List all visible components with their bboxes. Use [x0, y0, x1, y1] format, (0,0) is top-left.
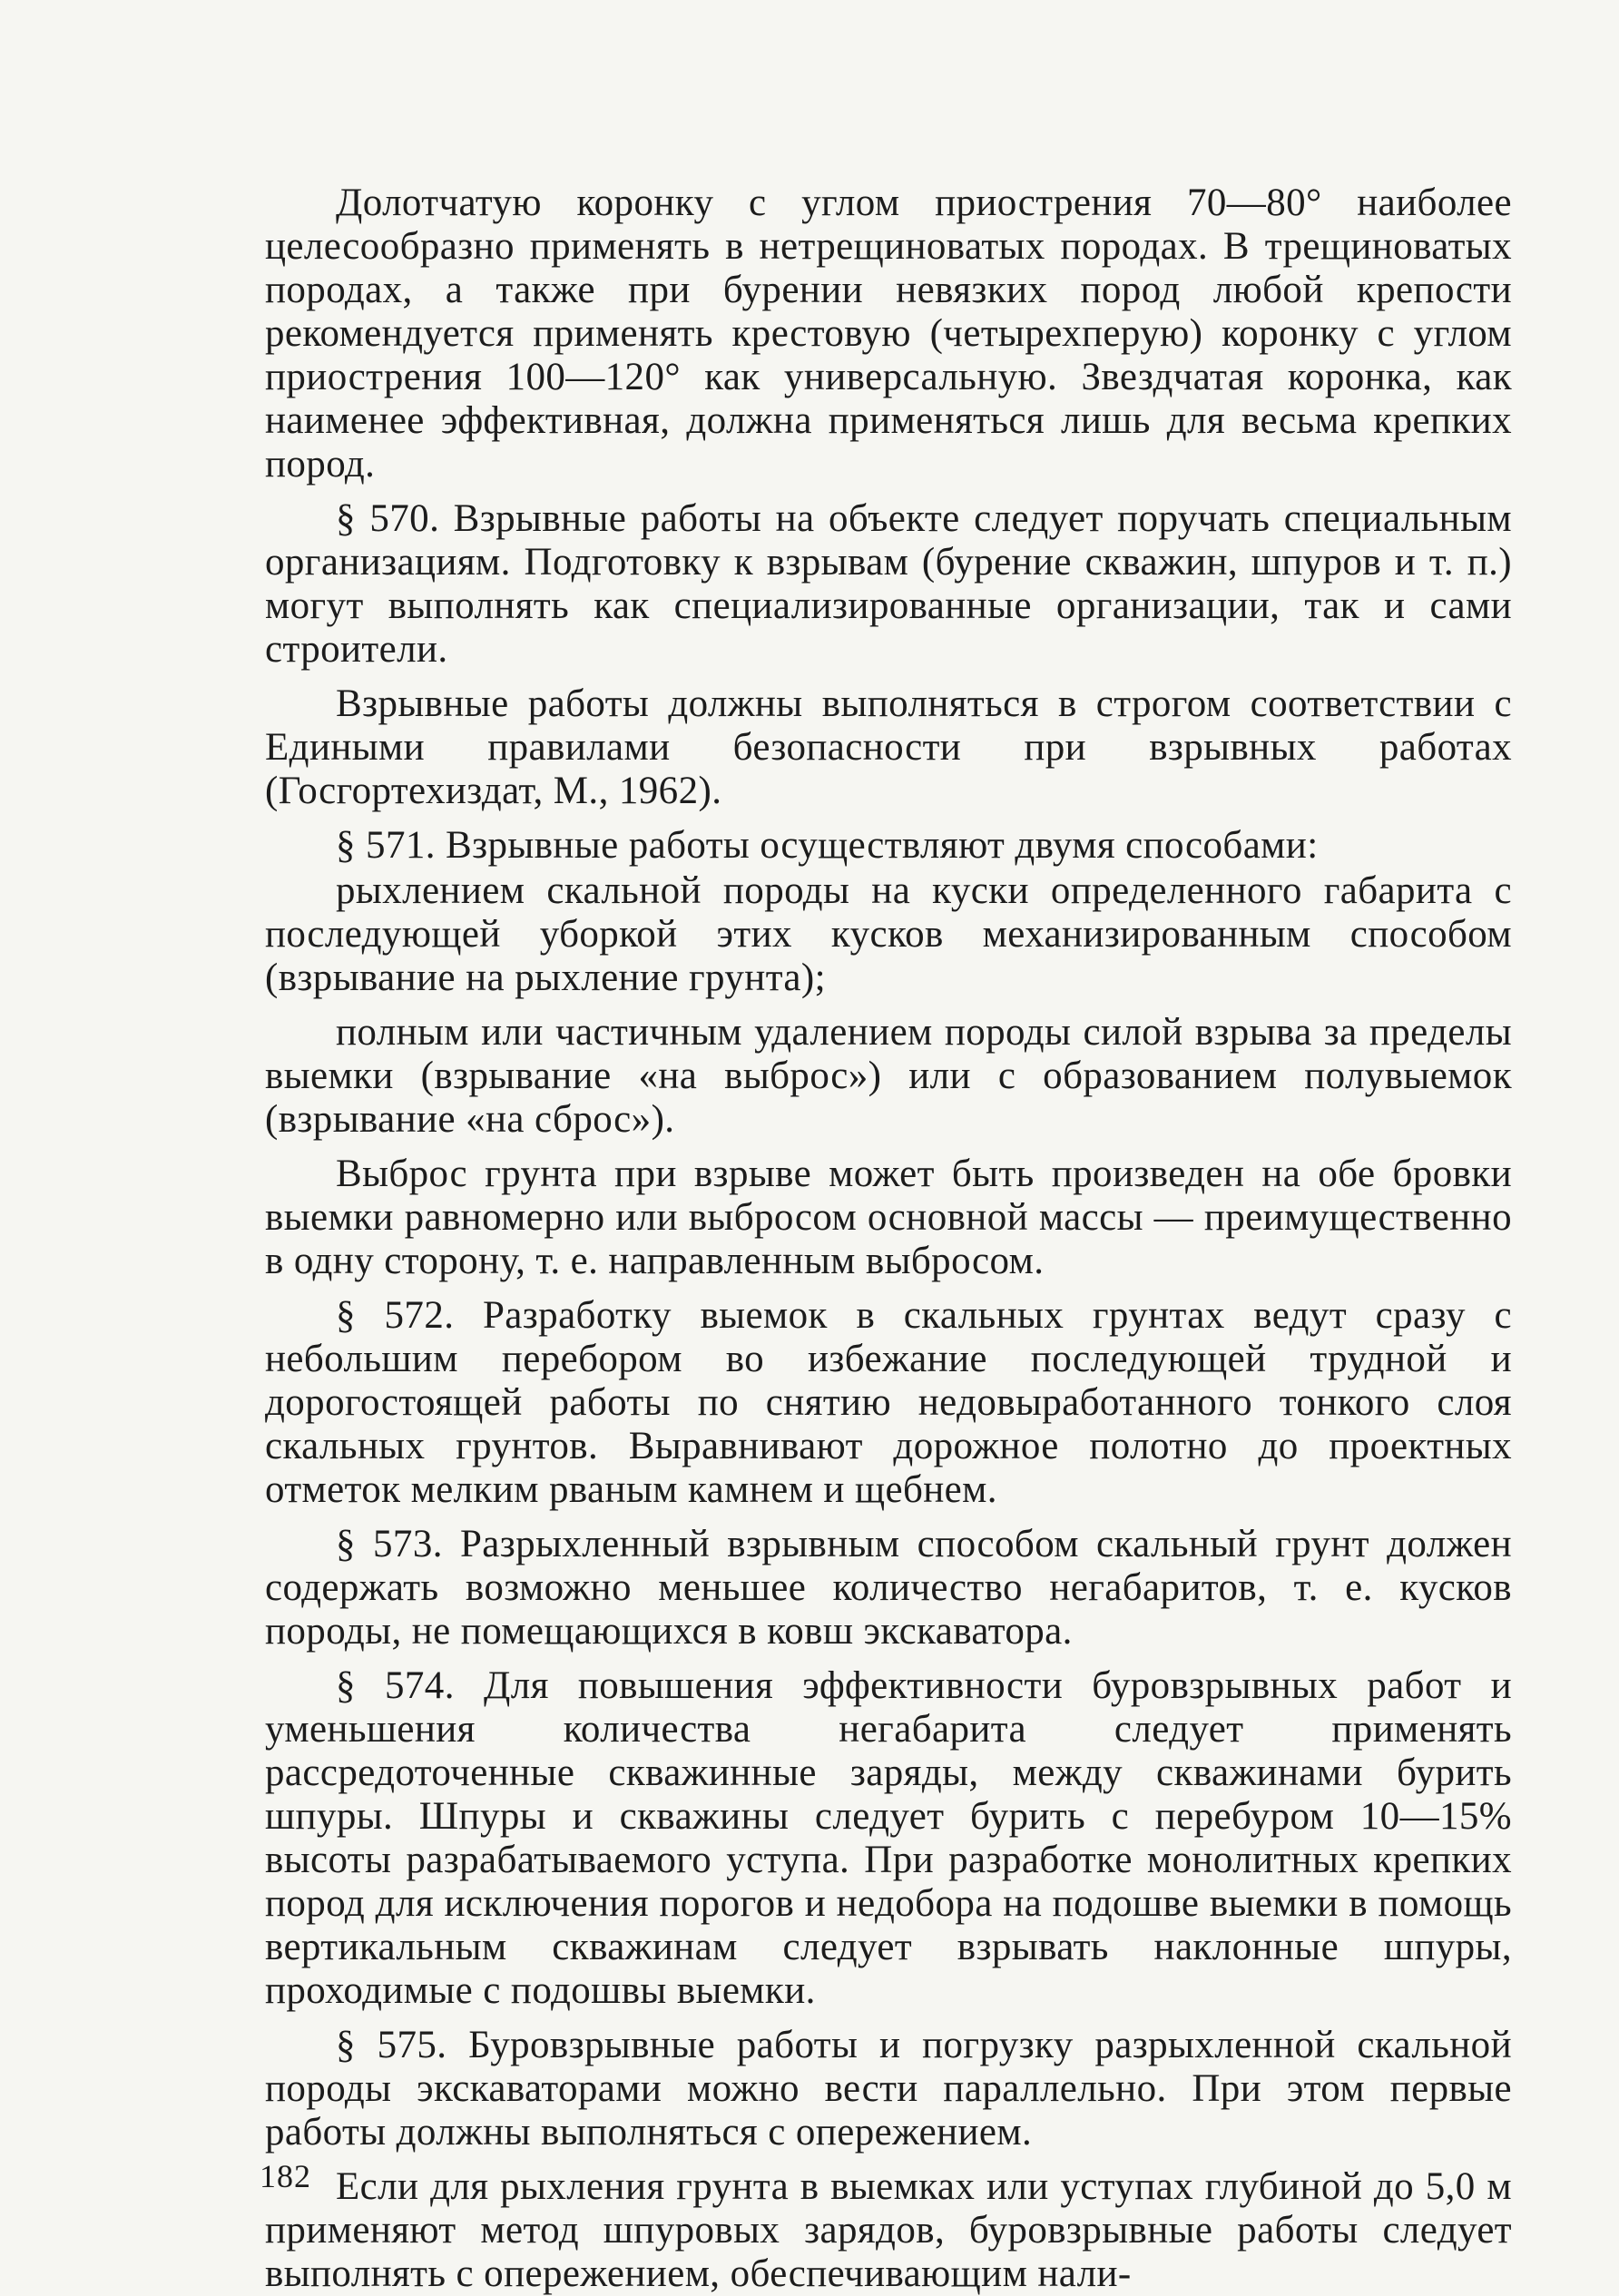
paragraph-method-loosening: рыхлением скальной породы на куски определенного габарита с последующей уборкой этих кусков механизированным способом (взрывание на рыхление грунта); — [265, 869, 1512, 999]
page-number: 182 — [260, 2158, 311, 2194]
paragraph-section-574: § 574. Для повышения эффективности буровзрывных работ и уменьшения количества негабарита следует применять рассредоточенные скважинные заряды, между скважинами бурить шпуры. Шпуры и скважины следует бурить с перебуром 10—15% высоты разрабатываемого уступа. При разработке монолитных крепких пород для исключения порогов и недобора на подошве выемки в помощь вертикальным скважинам следует взрывать наклонные шпуры, проходимые с подошвы выемки. — [265, 1664, 1512, 2012]
paragraph-section-575: § 575. Буровзрывные работы и погрузку разрыхленной скальной породы экскаваторами можно вести параллельно. При этом первые работы должны выполняться с опережением. — [265, 2024, 1512, 2154]
paragraph-section-572: § 572. Разработку выемок в скальных грунтах ведут сразу с небольшим перебором во избежание последующей трудной и дорогостоящей работы по снятию недовыработанного тонкого слоя скальных грунтов. Выравнивают дорожное полотно до проектных отметок мелким рваным камнем и щебнем. — [265, 1294, 1512, 1511]
page-body — [265, 182, 1512, 2295]
paragraph-directed-ejection: Выброс грунта при взрыве может быть произведен на обе бровки выемки равномерно или выбросом основной массы — преимущественно в одну сторону, т. е. направленным выбросом. — [265, 1153, 1512, 1282]
paragraph-drill-bits: Долотчатую коронку с углом приострения 70—80° наиболее целесообразно применять в нетрещиноватых породах. В трещиноватых породах, а также при бурении невязких пород любой крепости рекомендуется применять крестовую (четырехперую) коронку с углом приострения 100—120° как универсальную. Звездчатая коронка, как наименее эффективная, должна применяться лишь для весьма крепких пород. — [265, 182, 1512, 486]
paragraph-method-removal: полным или частичным удалением породы силой взрыва за пределы выемки (взрывание «на выброс») или с образованием полувыемок (взрывание «на сброс»). — [265, 1011, 1512, 1141]
paragraph-section-573: § 573. Разрыхленный взрывным способом скальный грунт должен содержать возможно меньшее количество негабаритов, т. е. кусков породы, не помещающихся в ковш экскаватора. — [265, 1523, 1512, 1653]
paragraph-shot-hole-charges: Если для рыхления грунта в выемках или уступах глубиной до 5,0 м применяют метод шпуровых зарядов, буровзрывные работы следует выполнять с опережением, обеспечивающим нали- — [265, 2165, 1512, 2295]
paragraph-section-571: § 571. Взрывные работы осуществляют двумя способами: — [336, 824, 1319, 867]
paragraph-safety-rules: Взрывные работы должны выполняться в строгом соответствии с Едиными правилами безопасности при взрывных работах (Госгортехиздат, М., 1962). — [265, 682, 1512, 812]
paragraph-section-570: § 570. Взрывные работы на объекте следует поручать специальным организациям. Подготовку к взрывам (бурение скважин, шпуров и т. п.) могут выполнять как специализированные организации, так и сами строители. — [265, 497, 1512, 671]
